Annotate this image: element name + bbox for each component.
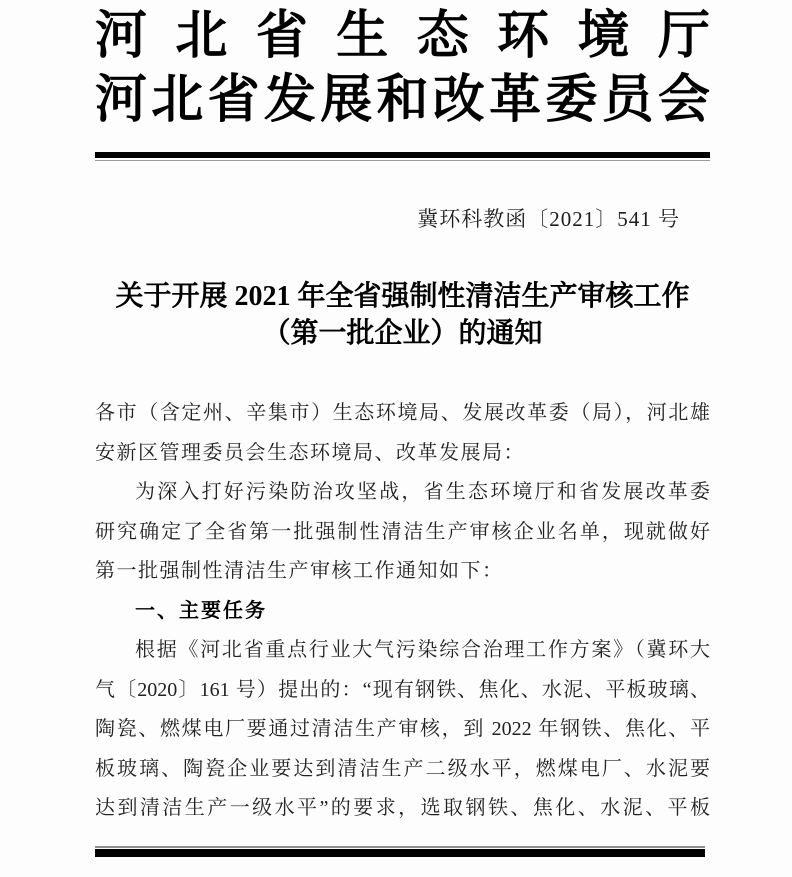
body-line-paragraph-2: 气〔2020〕161 号）提出的：“现有钢铁、焦化、水泥、平板玻璃、 xyxy=(95,678,710,701)
letterhead-agency-line-1: 河北省生态环境厅 xyxy=(95,8,710,65)
page-bottom-scan-line xyxy=(95,846,705,848)
document-content-column xyxy=(95,0,710,829)
body-line-paragraph-2: 达到清洁生产一级水平”的要求，选取钢铁、焦化、水泥、平板 xyxy=(95,797,710,819)
document-title xyxy=(95,278,710,352)
body-line-salutation: 各市（含定州、辛集市）生态环境局、发展改革委（局），河北雄 xyxy=(95,402,710,424)
letterhead-rule-thin xyxy=(95,160,710,161)
body-line-paragraph-1: 研究确定了全省第一批强制性清洁生产审核企业名单，现就做好 xyxy=(95,520,710,543)
page-bottom-scan-bar xyxy=(95,849,705,857)
body-line-paragraph-1: 为深入打好污染防治攻坚战，省生态环境厅和省发展改革委 xyxy=(135,481,710,503)
document-title-line-1: 关于开展 2021 年全省强制性清洁生产审核工作 xyxy=(115,281,690,312)
letterhead-agency-line-2: 河北省发展和改革委员会 xyxy=(95,72,710,129)
body-line-paragraph-1-end: 第一批强制性清洁生产审核工作通知如下： xyxy=(95,560,504,582)
document-reference-number: 冀环科教函〔2021〕541 号 xyxy=(417,207,680,231)
document-title-line-2: （第一批企业）的通知 xyxy=(262,318,543,349)
body-line-salutation-end: 安新区管理委员会生态环境局、改革发展局： xyxy=(95,441,525,464)
body-line-paragraph-2: 陶瓷、燃煤电厂要通过清洁生产审核，到 2022 年钢铁、焦化、平 xyxy=(95,718,710,740)
body-line-paragraph-2: 板玻璃、陶瓷企业要达到清洁生产二级水平，燃煤电厂、水泥要 xyxy=(95,757,710,780)
document-body xyxy=(95,394,710,829)
section-heading-main-tasks: 一、主要任务 xyxy=(135,599,267,622)
body-line-paragraph-2: 根据《河北省重点行业大气污染综合治理工作方案》（冀环大 xyxy=(135,639,710,661)
letterhead-rule-thick xyxy=(95,152,710,158)
